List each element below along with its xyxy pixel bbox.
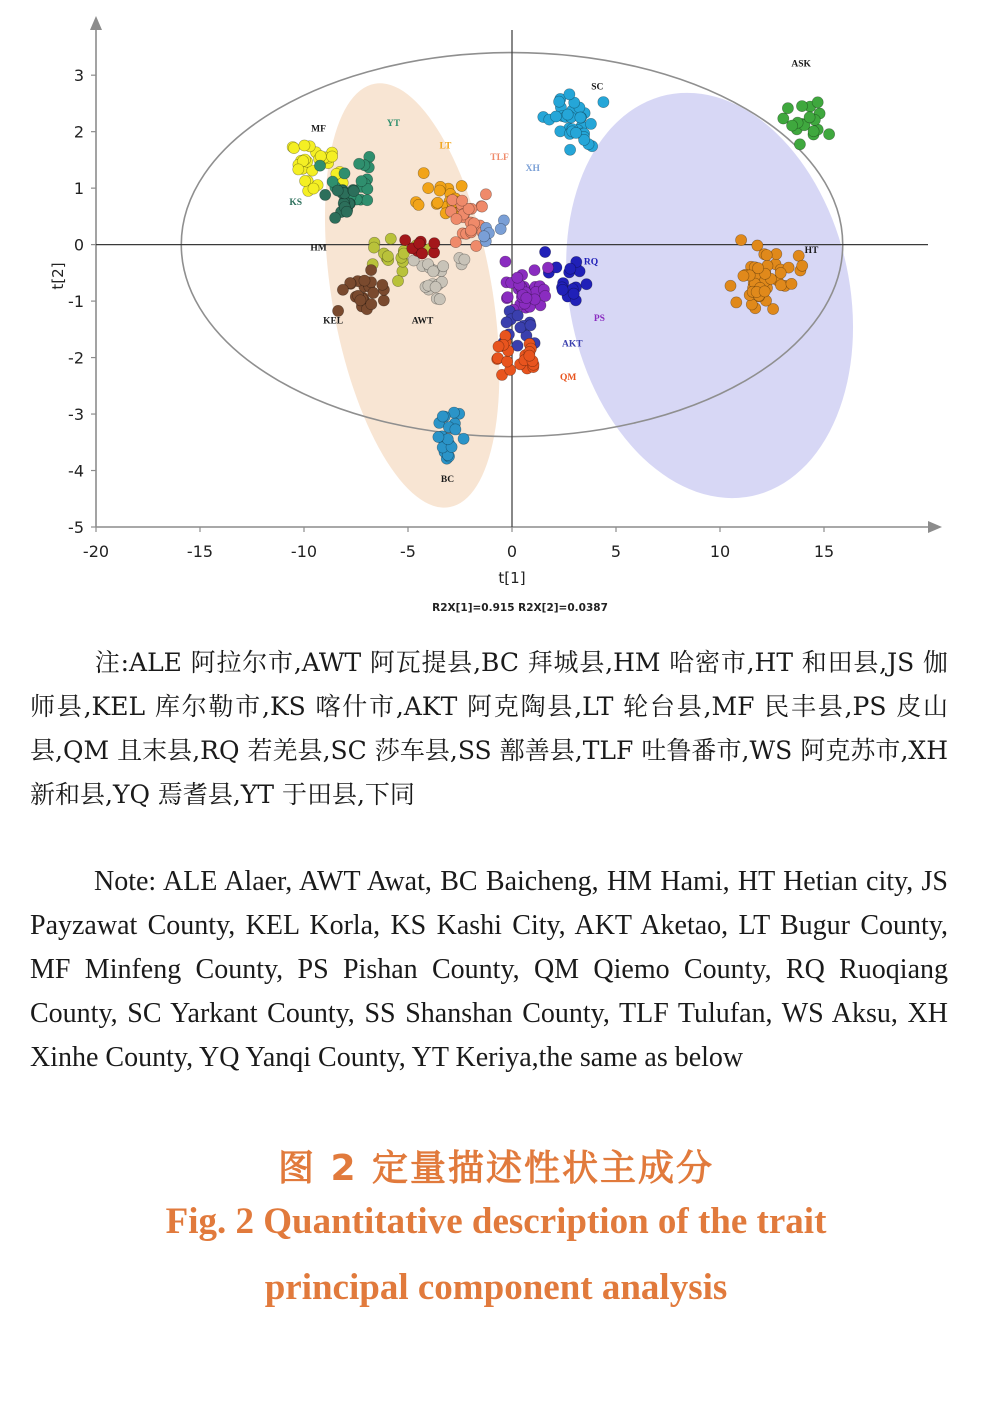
r2x-annotation: R2X[1]=0.915 R2X[2]=0.0387: [432, 602, 608, 614]
data-point-ask: [808, 126, 819, 137]
data-point: [429, 238, 440, 249]
group-label-ks: KS: [289, 198, 303, 209]
data-point-tlf: [451, 213, 462, 224]
data-point-ps: [500, 256, 511, 267]
data-point-ask: [796, 101, 807, 112]
left-cluster-region: [296, 70, 528, 521]
group-label-mf: MF: [311, 124, 326, 135]
data-point-mf: [288, 143, 299, 154]
x-tick-label: -15: [186, 542, 214, 561]
data-point-sc: [550, 111, 561, 122]
data-point-rq: [540, 246, 551, 257]
group-label-ask: ASK: [791, 59, 811, 70]
data-point-mf: [327, 151, 338, 162]
data-point: [417, 248, 428, 259]
data-point-tlf: [450, 237, 461, 248]
data-point-ht: [775, 280, 786, 291]
data-point-ht: [731, 297, 742, 308]
data-point-sc: [575, 112, 586, 123]
data-point-sc: [554, 96, 565, 107]
data-point-ht: [753, 263, 764, 274]
data-point-ht: [725, 280, 736, 291]
data-point-hm: [385, 233, 396, 244]
figure-caption-chinese: 图 2 定量描述性状主成分: [277, 1148, 715, 1189]
data-point-mf: [293, 164, 304, 175]
data-point-awt: [434, 294, 445, 305]
data-point-ht: [793, 250, 804, 261]
data-point-kel: [377, 279, 388, 290]
data-point-ks: [348, 185, 359, 196]
group-label-qm: QM: [559, 373, 577, 384]
data-point-kel: [355, 295, 366, 306]
data-point-kel: [337, 284, 348, 295]
data-point-kel: [366, 265, 377, 276]
data-point-ask: [782, 103, 793, 114]
group-label-rq: RQ: [583, 257, 599, 268]
y-tick-label: -3: [68, 405, 84, 425]
data-point-awt: [428, 266, 439, 277]
data-point-ht: [775, 267, 786, 278]
group-label-kel: KEL: [323, 316, 344, 327]
data-point-sc: [564, 89, 575, 100]
y-tick-label: -4: [68, 461, 84, 481]
data-point-xh: [495, 223, 506, 234]
data-point-yt: [314, 160, 325, 171]
data-point-ps: [540, 290, 551, 301]
data-point-ps: [521, 292, 532, 303]
figure-caption-english-line1: Fig. 2 Quantitative description of the trait: [165, 1201, 827, 1242]
y-axis-title: t[2]: [49, 262, 67, 290]
note-chinese: [30, 641, 948, 817]
data-point-ht: [761, 250, 772, 261]
y-tick-label: 2: [73, 122, 84, 142]
data-point-lt: [456, 180, 467, 191]
group-label-ps: PS: [593, 313, 605, 324]
data-point-tlf: [457, 195, 468, 206]
y-tick-label: -2: [68, 348, 84, 368]
data-point-akt: [501, 317, 512, 328]
data-point-ask: [787, 120, 798, 131]
data-point-ks: [332, 185, 343, 196]
data-point-ht: [786, 278, 797, 289]
data-point-tlf: [466, 225, 477, 236]
data-point-sc: [565, 144, 576, 155]
data-point-awt: [438, 261, 449, 272]
data-point: [400, 235, 411, 246]
group-label-akt: AKT: [562, 339, 583, 350]
group-label-xh: XH: [525, 164, 540, 175]
group-label-sc: SC: [591, 82, 604, 93]
group-label-bc: BC: [440, 474, 455, 485]
data-point-mf: [308, 183, 319, 194]
data-point-kel: [359, 275, 370, 286]
y-tick-label: -5: [68, 518, 84, 537]
data-point-ht: [738, 270, 749, 281]
y-axis-arrow: [90, 16, 102, 30]
data-point-ps: [502, 292, 513, 303]
data-point-hm: [368, 242, 379, 253]
y-tick-label: 3: [73, 66, 84, 86]
data-point-ps: [529, 265, 540, 276]
data-point-qm: [524, 350, 535, 361]
data-point-kel: [368, 287, 379, 298]
x-axis-title: t[1]: [498, 569, 526, 587]
data-point-bc: [450, 424, 461, 435]
data-point-yt: [354, 158, 365, 169]
x-tick-label: 0: [506, 542, 518, 561]
data-point-sc: [562, 109, 573, 120]
data-point-lt: [423, 183, 434, 194]
data-point-kel: [378, 295, 389, 306]
data-point-qm: [493, 341, 504, 352]
y-tick-label: -1: [68, 292, 84, 312]
group-label-awt: AWT: [411, 316, 434, 327]
data-point-ask: [812, 97, 823, 108]
x-tick-label: 15: [813, 542, 835, 561]
data-point-tlf: [476, 201, 487, 212]
data-point-yt: [339, 168, 350, 179]
y-tick-label: 1: [73, 179, 84, 199]
data-point-bc: [437, 411, 448, 422]
data-point-hm: [382, 251, 393, 262]
data-point-lt: [418, 168, 429, 179]
data-point-ask: [794, 139, 805, 150]
data-point-ps: [512, 272, 523, 283]
data-point-sc: [585, 118, 596, 129]
data-point-ks: [341, 206, 352, 217]
x-tick-label: -10: [290, 542, 318, 561]
data-point-ht: [759, 286, 770, 297]
data-point-awt: [459, 254, 470, 265]
data-point-bc: [458, 433, 469, 444]
data-point-kel: [333, 305, 344, 316]
data-point-yt: [362, 195, 373, 206]
data-point-mf: [299, 140, 310, 151]
data-point-akt: [512, 310, 523, 321]
data-point-ask: [824, 129, 835, 140]
x-tick-label: 5: [610, 542, 622, 561]
data-point-awt: [430, 282, 441, 293]
data-point-ps: [542, 262, 553, 273]
data-point-sc: [598, 97, 609, 108]
group-label-tlf: TLF: [490, 152, 509, 163]
data-point-ask: [804, 112, 815, 123]
data-point-xh: [478, 231, 489, 242]
data-point-ht: [736, 235, 747, 246]
data-point-rq: [565, 263, 576, 274]
data-point-lt: [413, 199, 424, 210]
data-point-kel: [366, 299, 377, 310]
note-english-text: Note: ALE Alaer, AWT Awat, BC Baicheng, HM Hami, HT Hetian city, JS Payzawat County, KEL Korla, KS Kashi City, AKT Aketao, LT Bugur County, MF Minfeng County, PS Pishan County, QM Qiemo County, RQ Ruoqiang County, SC Yarkant County, SS Shanshan County, TLF Tulufan, WS Aksu, XH Xinhe County, YQ Yanqi County, YT Keriya,the same as below: [30, 866, 948, 1073]
note-english: [30, 860, 948, 1080]
group-label-hm: HM: [310, 243, 327, 254]
data-point: [414, 238, 425, 249]
data-point-lt: [434, 185, 445, 196]
data-point-ks: [320, 189, 331, 200]
data-point-lt: [432, 197, 443, 208]
group-label-lt: LT: [439, 141, 452, 152]
data-point-rq: [568, 288, 579, 299]
data-point-hm: [392, 275, 403, 286]
group-label-yt: YT: [386, 119, 401, 130]
x-axis-arrow: [928, 521, 942, 533]
data-point-rq: [581, 279, 592, 290]
pca-scatter-chart: [0, 0, 992, 630]
figure-caption-english-line2: principal component analysis: [264, 1267, 728, 1308]
data-point-bc: [433, 431, 444, 442]
x-tick-label: -20: [82, 542, 110, 561]
data-point-ht: [797, 260, 808, 271]
y-tick-label: 0: [73, 235, 84, 255]
data-point-akt: [515, 322, 526, 333]
data-point-sc: [570, 127, 581, 138]
data-point-akt: [525, 320, 536, 331]
x-tick-label: -5: [400, 542, 416, 561]
data-point-ks: [330, 212, 341, 223]
data-point-yt: [356, 176, 367, 187]
x-tick-label: 10: [709, 542, 731, 561]
data-point-qm: [502, 356, 513, 367]
note-chinese-text: 注:ALE 阿拉尔市,AWT 阿瓦提县,BC 拜城县,HM 哈密市,HT 和田县,JS 伽师县,KEL 库尔勒市,KS 喀什市,AKT 阿克陶县,LT 轮台县,MF 民丰县,PS 皮山县,QM 且末县,RQ 若羌县,SC 莎车县,SS 鄯善县,TLF 吐鲁番市,WS 阿克苏市,XH 新和县,YQ 焉耆县,YT 于田县,下同: [30, 648, 948, 809]
data-point-rq: [557, 284, 568, 295]
group-label-ht: HT: [804, 246, 819, 257]
data-point-tlf: [480, 189, 491, 200]
